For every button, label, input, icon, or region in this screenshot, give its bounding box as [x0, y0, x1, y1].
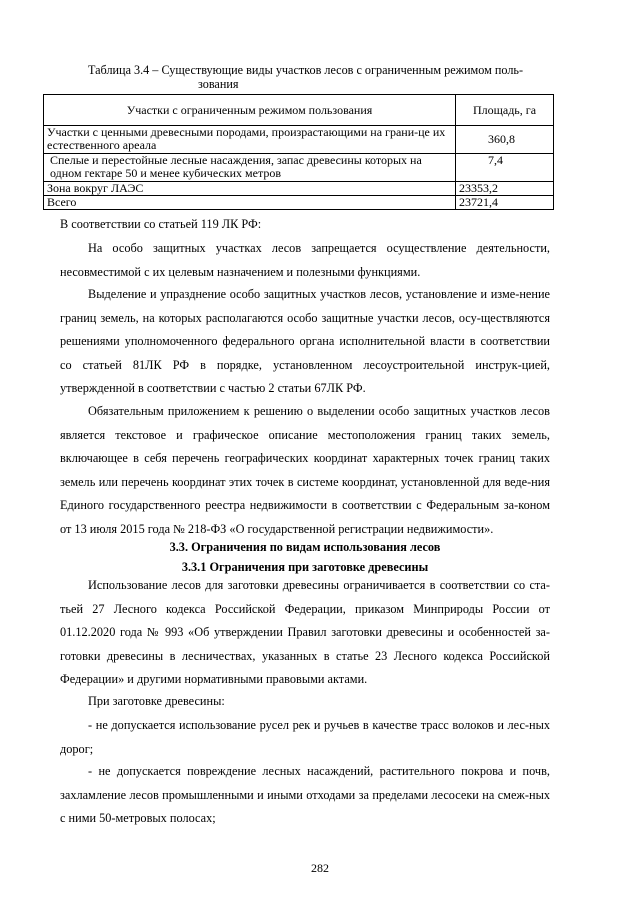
paragraph-annex: Обязательным приложением к решению о выделении особо защитных участков лесов является текстовое и графическое описание местоположения границ таких земель, включающее в себя перечень географических координат характерных точек границ таких земель или перечень координат этих точек в системе координат, установленной для веде-ния Единого государственного реестра недвижимости в соответствии с Федеральным за-коном от 13 июля 2015 года № 218-ФЗ «О государственной регистрации недвижимости». — [60, 404, 550, 536]
table-row — [44, 196, 554, 210]
table-caption — [88, 63, 558, 91]
page-number: 282 — [311, 861, 329, 875]
table-cell-name: Всего — [44, 196, 456, 210]
table-cell-area: 7,4 — [456, 154, 554, 182]
column-header-area: Площадь, га — [456, 95, 554, 126]
list-item-riverbeds: - не допускается использование русел рек и ручьев в качестве трасс волоков и лес-ных дорог; — [60, 718, 550, 756]
table-caption-line2: зования — [198, 77, 239, 91]
subsection-heading: 3.3.1 Ограничения при заготовке древесины — [181, 560, 429, 574]
table-cell-area: 360,8 — [456, 126, 554, 154]
table-cell-area: 23721,4 — [456, 196, 554, 210]
table-caption-line1: Таблица 3.4 – Существующие виды участков лесов с ограниченным режимом поль- — [88, 63, 524, 77]
table-header-row — [44, 95, 554, 126]
table-cell-name: Зона вокруг ЛАЭС — [44, 182, 456, 196]
paragraph-harvest-rules: Использование лесов для заготовки древесины ограничивается в соответствии со ста-тьей 27 Лесного кодекса Российской Федерации, приказом Минприроды России от 01.12.2020 года № 993 «Об утверждении Правил заготовки древесины и особенностей за-готовки древесины в лесничествах, указанных в статье 23 Лесного кодекса Российской Федерации» и другими нормативными правовыми актами. — [60, 578, 550, 687]
table-cell-name: Участки с ценными древесными породами, произрастающими на грани-це их естественного ареала — [44, 126, 456, 154]
column-header-area-type: Участки с ограниченным режимом пользования — [44, 95, 456, 126]
table-cell-area: 23353,2 — [456, 182, 554, 196]
paragraph-intro: В соответствии со статьей 119 ЛК РФ: — [60, 217, 262, 231]
table-row — [44, 126, 554, 154]
table-cell-name: Спелые и перестойные лесные насаждения, запас древесины которых на одном гектаре 50 и менее кубических метров — [44, 154, 456, 182]
paragraph-harvest-intro: При заготовке древесины: — [88, 694, 225, 708]
paragraph-allocation: Выделение и упразднение особо защитных участков лесов, установление и изме-нение границ земель, на которых располагаются особо защитные участки лесов, осу-ществляются решениями уполномоченного федерального органа исполнительной власти в соответствии со статьей 81ЛК РФ в порядке, установленном лесоустроительной инструк-цией, утвержденной в соответствии с частью 2 статьи 67ЛК РФ. — [60, 287, 550, 396]
section-heading: 3.3. Ограничения по видам использования лесов — [169, 540, 441, 554]
paragraph-prohibition: На особо защитных участках лесов запрещается осуществление деятельности, несовместимой с их целевым назначением и полезными функциями. — [60, 241, 550, 279]
table-row — [44, 182, 554, 196]
list-item-damage: - не допускается повреждение лесных насаждений, растительного покрова и почв, захламление лесов промышленными и иными отходами за пределами лесосеки на смеж-ных с ними 50-метровых полосах; — [60, 764, 550, 826]
restricted-areas-table — [43, 94, 554, 210]
table-row — [44, 154, 554, 182]
